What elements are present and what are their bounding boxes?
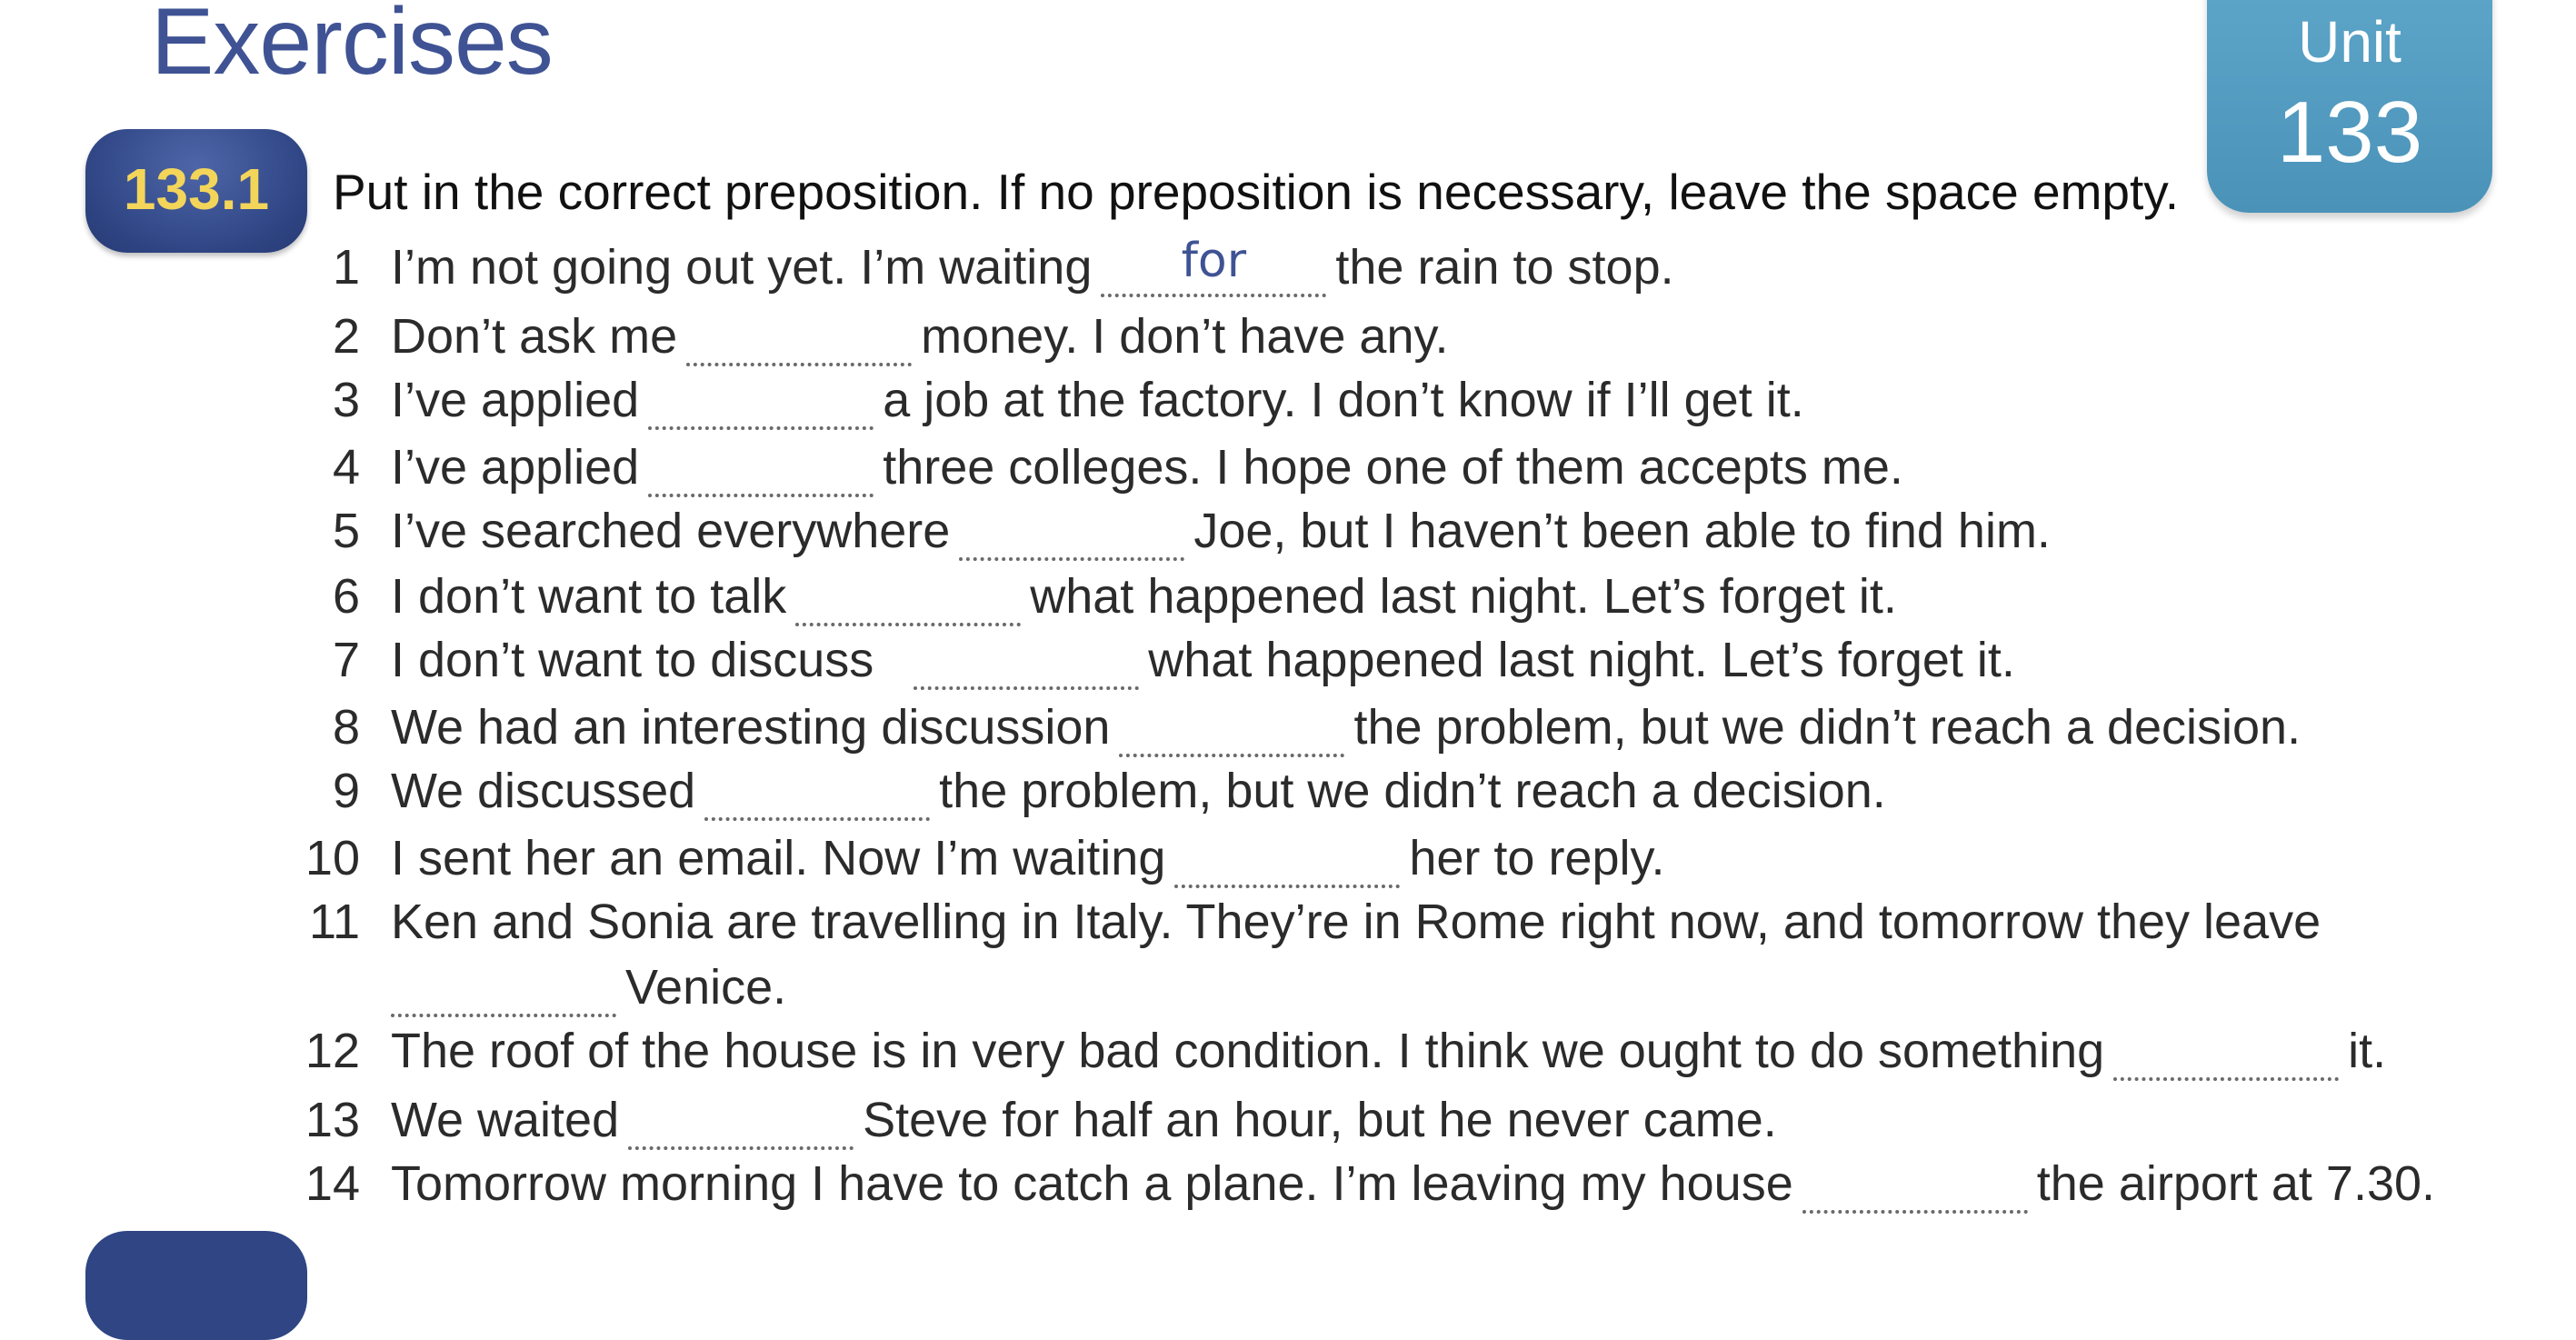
answer-blank[interactable] (2113, 1023, 2339, 1081)
answer-blank[interactable] (914, 632, 1139, 690)
item-number: 12 (305, 1024, 360, 1078)
item-text-before: We waited (391, 1093, 620, 1147)
page-title: Exercises (151, 0, 553, 95)
item-text-after: the rain to stop. (1335, 240, 1674, 295)
next-exercise-badge (85, 1231, 307, 1340)
answer-blank[interactable] (1802, 1155, 2028, 1214)
exercise-number-badge (85, 129, 307, 253)
item-text-before: We discussed (391, 764, 696, 818)
item-text-before: The roof of the house is in very bad condition. I think we ought to do something (391, 1024, 2105, 1078)
item-text-after: Venice. (625, 960, 787, 1015)
item-text-after: a job at the factory. I don’t know if I’ll get it. (883, 373, 1804, 427)
answer-blank[interactable] (648, 439, 874, 497)
item-text-after: Joe, but I haven’t been able to find him. (1193, 504, 2051, 558)
item-text-after: three colleges. I hope one of them accepts me. (883, 440, 1903, 495)
item-number: 4 (332, 440, 360, 495)
answer-blank[interactable] (704, 763, 930, 821)
item-number: 5 (332, 504, 360, 558)
answer-blank[interactable] (391, 959, 616, 1017)
item-text-after: Steve for half an hour, but he never came. (863, 1093, 1777, 1147)
item-text-after: the airport at 7.30. (2036, 1156, 2436, 1211)
exercise-number: 133.1 (123, 156, 270, 222)
unit-number: 133 (2276, 84, 2423, 181)
item-number: 9 (332, 764, 360, 818)
item-number: 8 (332, 700, 360, 755)
item-text-before: Ken and Sonia are travelling in Italy. They’re in Rome right now, and tomorrow they leave (391, 895, 2321, 949)
item-number: 6 (332, 569, 360, 624)
item-text-after: the problem, but we didn’t reach a decision. (1353, 700, 2301, 755)
item-text-before: I don’t want to discuss (391, 633, 874, 687)
item-text-after: what happened last night. Let’s forget it. (1030, 569, 1897, 624)
item-text-before: Tomorrow morning I have to catch a plane. I’m leaving my house (391, 1156, 1793, 1211)
item-text-before: Don’t ask me (391, 309, 678, 364)
item-number: 14 (305, 1156, 360, 1211)
item-number: 13 (305, 1093, 360, 1147)
answer-blank[interactable] (795, 568, 1021, 626)
answer-blank[interactable] (1119, 699, 1344, 757)
item-number: 7 (332, 633, 360, 687)
item-number: 3 (332, 373, 360, 427)
answer-blank[interactable] (959, 503, 1184, 561)
exercise-instruction: Put in the correct preposition. If no preposition is necessary, leave the space empty. (333, 164, 2179, 220)
item-number: 2 (332, 309, 360, 364)
item-text-before: We had an interesting discussion (391, 700, 1111, 755)
item-text-after: her to reply. (1409, 831, 1665, 885)
item-number: 1 (332, 240, 360, 295)
item-text-after: what happened last night. Let’s forget it. (1148, 633, 2015, 687)
item-text-before: I’ve applied (391, 373, 640, 427)
unit-tab (2207, 0, 2492, 213)
unit-label: Unit (2298, 9, 2401, 75)
answer-blank[interactable] (1174, 830, 1400, 888)
item-number: 10 (305, 831, 360, 885)
item-text-after: money. I don’t have any. (921, 309, 1449, 364)
answer-blank[interactable] (648, 372, 874, 430)
answer-blank[interactable] (628, 1092, 854, 1150)
item-text-before: I’ve searched everywhere (391, 504, 951, 558)
item-text-before: I’m not going out yet. I’m waiting (391, 240, 1093, 295)
answer-text: for (1181, 234, 1247, 289)
answer-blank[interactable] (1101, 234, 1326, 297)
item-number: 11 (308, 895, 360, 949)
item-text-after: the problem, but we didn’t reach a decision. (939, 764, 1886, 818)
item-text-before: I sent her an email. Now I’m waiting (391, 831, 1166, 885)
item-text-before: I’ve applied (391, 440, 640, 495)
item-text-before: I don’t want to talk (391, 569, 787, 624)
answer-blank[interactable] (686, 308, 912, 366)
item-text-after: it. (2348, 1024, 2387, 1078)
